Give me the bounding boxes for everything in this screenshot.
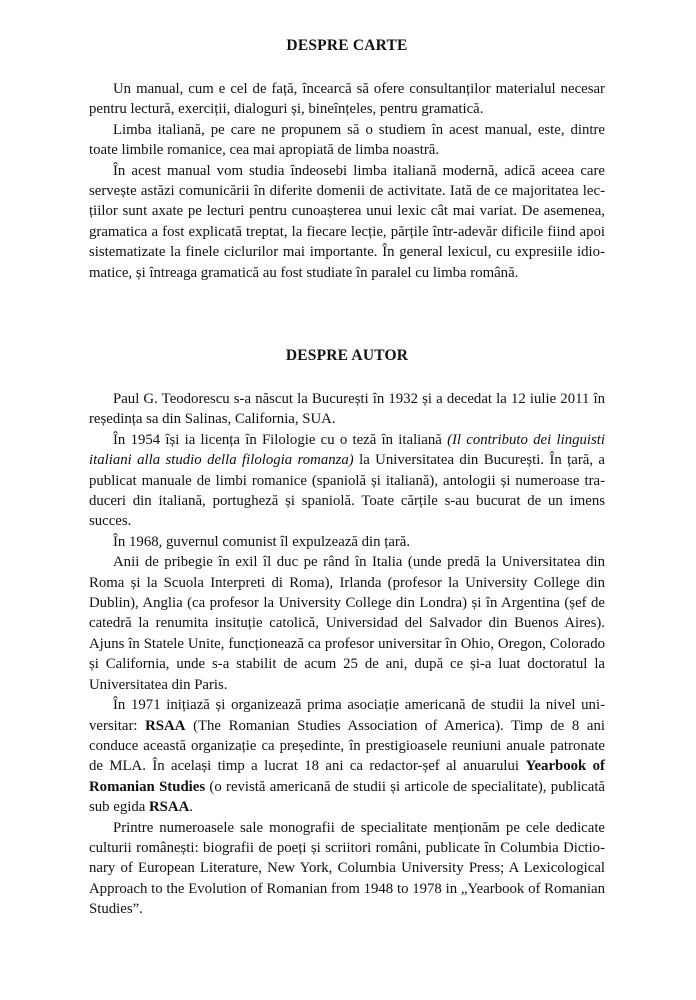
p5-text-a: În 1971 inițiază și organizează prima asociație americană de studii la nivel universitar: — [89, 697, 605, 734]
p5-text-c: (o revistă americană de studii și articole de specialitate), publicată sub egida — [89, 778, 605, 816]
about-author-paragraph-3: În 1968, guvernul comunist îl expulzează din țară. — [113, 533, 411, 550]
p2-text-b: la Universitatea din București. În țară, a publicat manuale de limbi romanice (spaniolă și italiană), antologii și numeroase traduceri din italiană, portugheză și spaniolă. Toate cărțile s-au bucurat de un imens succes. — [89, 452, 605, 530]
about-book-paragraph-2: Limba italiană, pe care ne propunem să o studiem în acest manual, este, dintre toate limbile romanice, cea mai apropiată de limba noastră. — [89, 121, 605, 159]
about-author-paragraph-2 — [89, 430, 605, 532]
about-book-paragraph-1: Un manual, cum e cel de față, încearcă să ofere consultanților materialul necesar pentru lectură, exerciții, dialoguri și, bineînțeles, pentru gramatică. — [89, 81, 605, 118]
rsaa-acronym-2: RSAA — [149, 799, 190, 816]
about-author-section — [89, 346, 605, 920]
about-author-title: DESPRE AUTOR — [285, 347, 409, 364]
p5-text-b: (The Romanian Studies Association of America). Timp de 8 ani conduce această organizație ca președinte, în prestigioasele reuniuni anuale patronate de MLA. În același timp a lucrat 18 ani ca redactor-șef al anuarului — [89, 717, 605, 775]
yearbook-title: Yearbook of Romanian Studies — [89, 758, 605, 795]
about-author-paragraph-1: Paul G. Teodorescu s-a născut la București în 1932 și a decedat la 12 iulie 2011 în reședința sa din Salinas, California, SUA. — [89, 391, 605, 428]
about-author-paragraph-5 — [89, 695, 605, 817]
p2-text-a: În 1954 își ia licența în Filologie cu o teză în italiană — [113, 431, 448, 448]
about-author-paragraph-6: Printre numeroasele sale monografii de specialitate menționăm pe cele dedicate culturii românești: biografii de poeți și scriitori români, publicate în Columbia Dictionary of European Literature, New York, Columbia University Press; A Lexicological Approach to the Evolution of Romanian from 1948 to 1978 in „Yearbook of Romanian Studies”. — [89, 819, 605, 918]
page — [89, 36, 605, 918]
about-author-paragraph-4: Anii de pribegie în exil îl duc pe rând în Italia (unde predă la Universitatea din Roma și la Scuola Interpreti di Roma), Irlanda (profesor la University College din Dublin), Anglia (ca profesor la University College din Londra) și în Argentina (șef de catedră la renumita insituție catolică, Universidad del Salvador din Buenos Aires). Ajuns în Statele Unite, funcționează ca profesor universitar în Ohio, Oregon, Colorado și California, unde s-a stabilit de acum 25 de ani, după ce și-a luat doctoratul la Universitatea din Paris. — [89, 554, 605, 693]
about-book-title: DESPRE CARTE — [286, 37, 408, 54]
rsaa-acronym: RSAA — [145, 717, 186, 734]
about-book-paragraph-3: În acest manual vom studia îndeosebi limba italiană modernă, adică aceea care servește astăzi comunicării în diferite domenii de activitate. Iată de ce majoritatea lecțiilor sunt axate pe lecturi pentru cunoașterea unui lexic cât mai variat. De asemenea, gramatica a fost explicată treptat, la fiecare lecție, părțile într-adevăr dificile fiind apoi sistematizate la finele ciclurilor mai importante. În general lexicul, cu expresiile idiomatice, și întreaga gramatică au fost studiate în paralel cu limba română. — [89, 162, 605, 281]
about-book-section — [89, 36, 605, 283]
thesis-title: (Il contributo dei linguisti italiani alla studio della filologia romanza) — [89, 431, 605, 469]
p5-text-d: . — [189, 799, 193, 816]
